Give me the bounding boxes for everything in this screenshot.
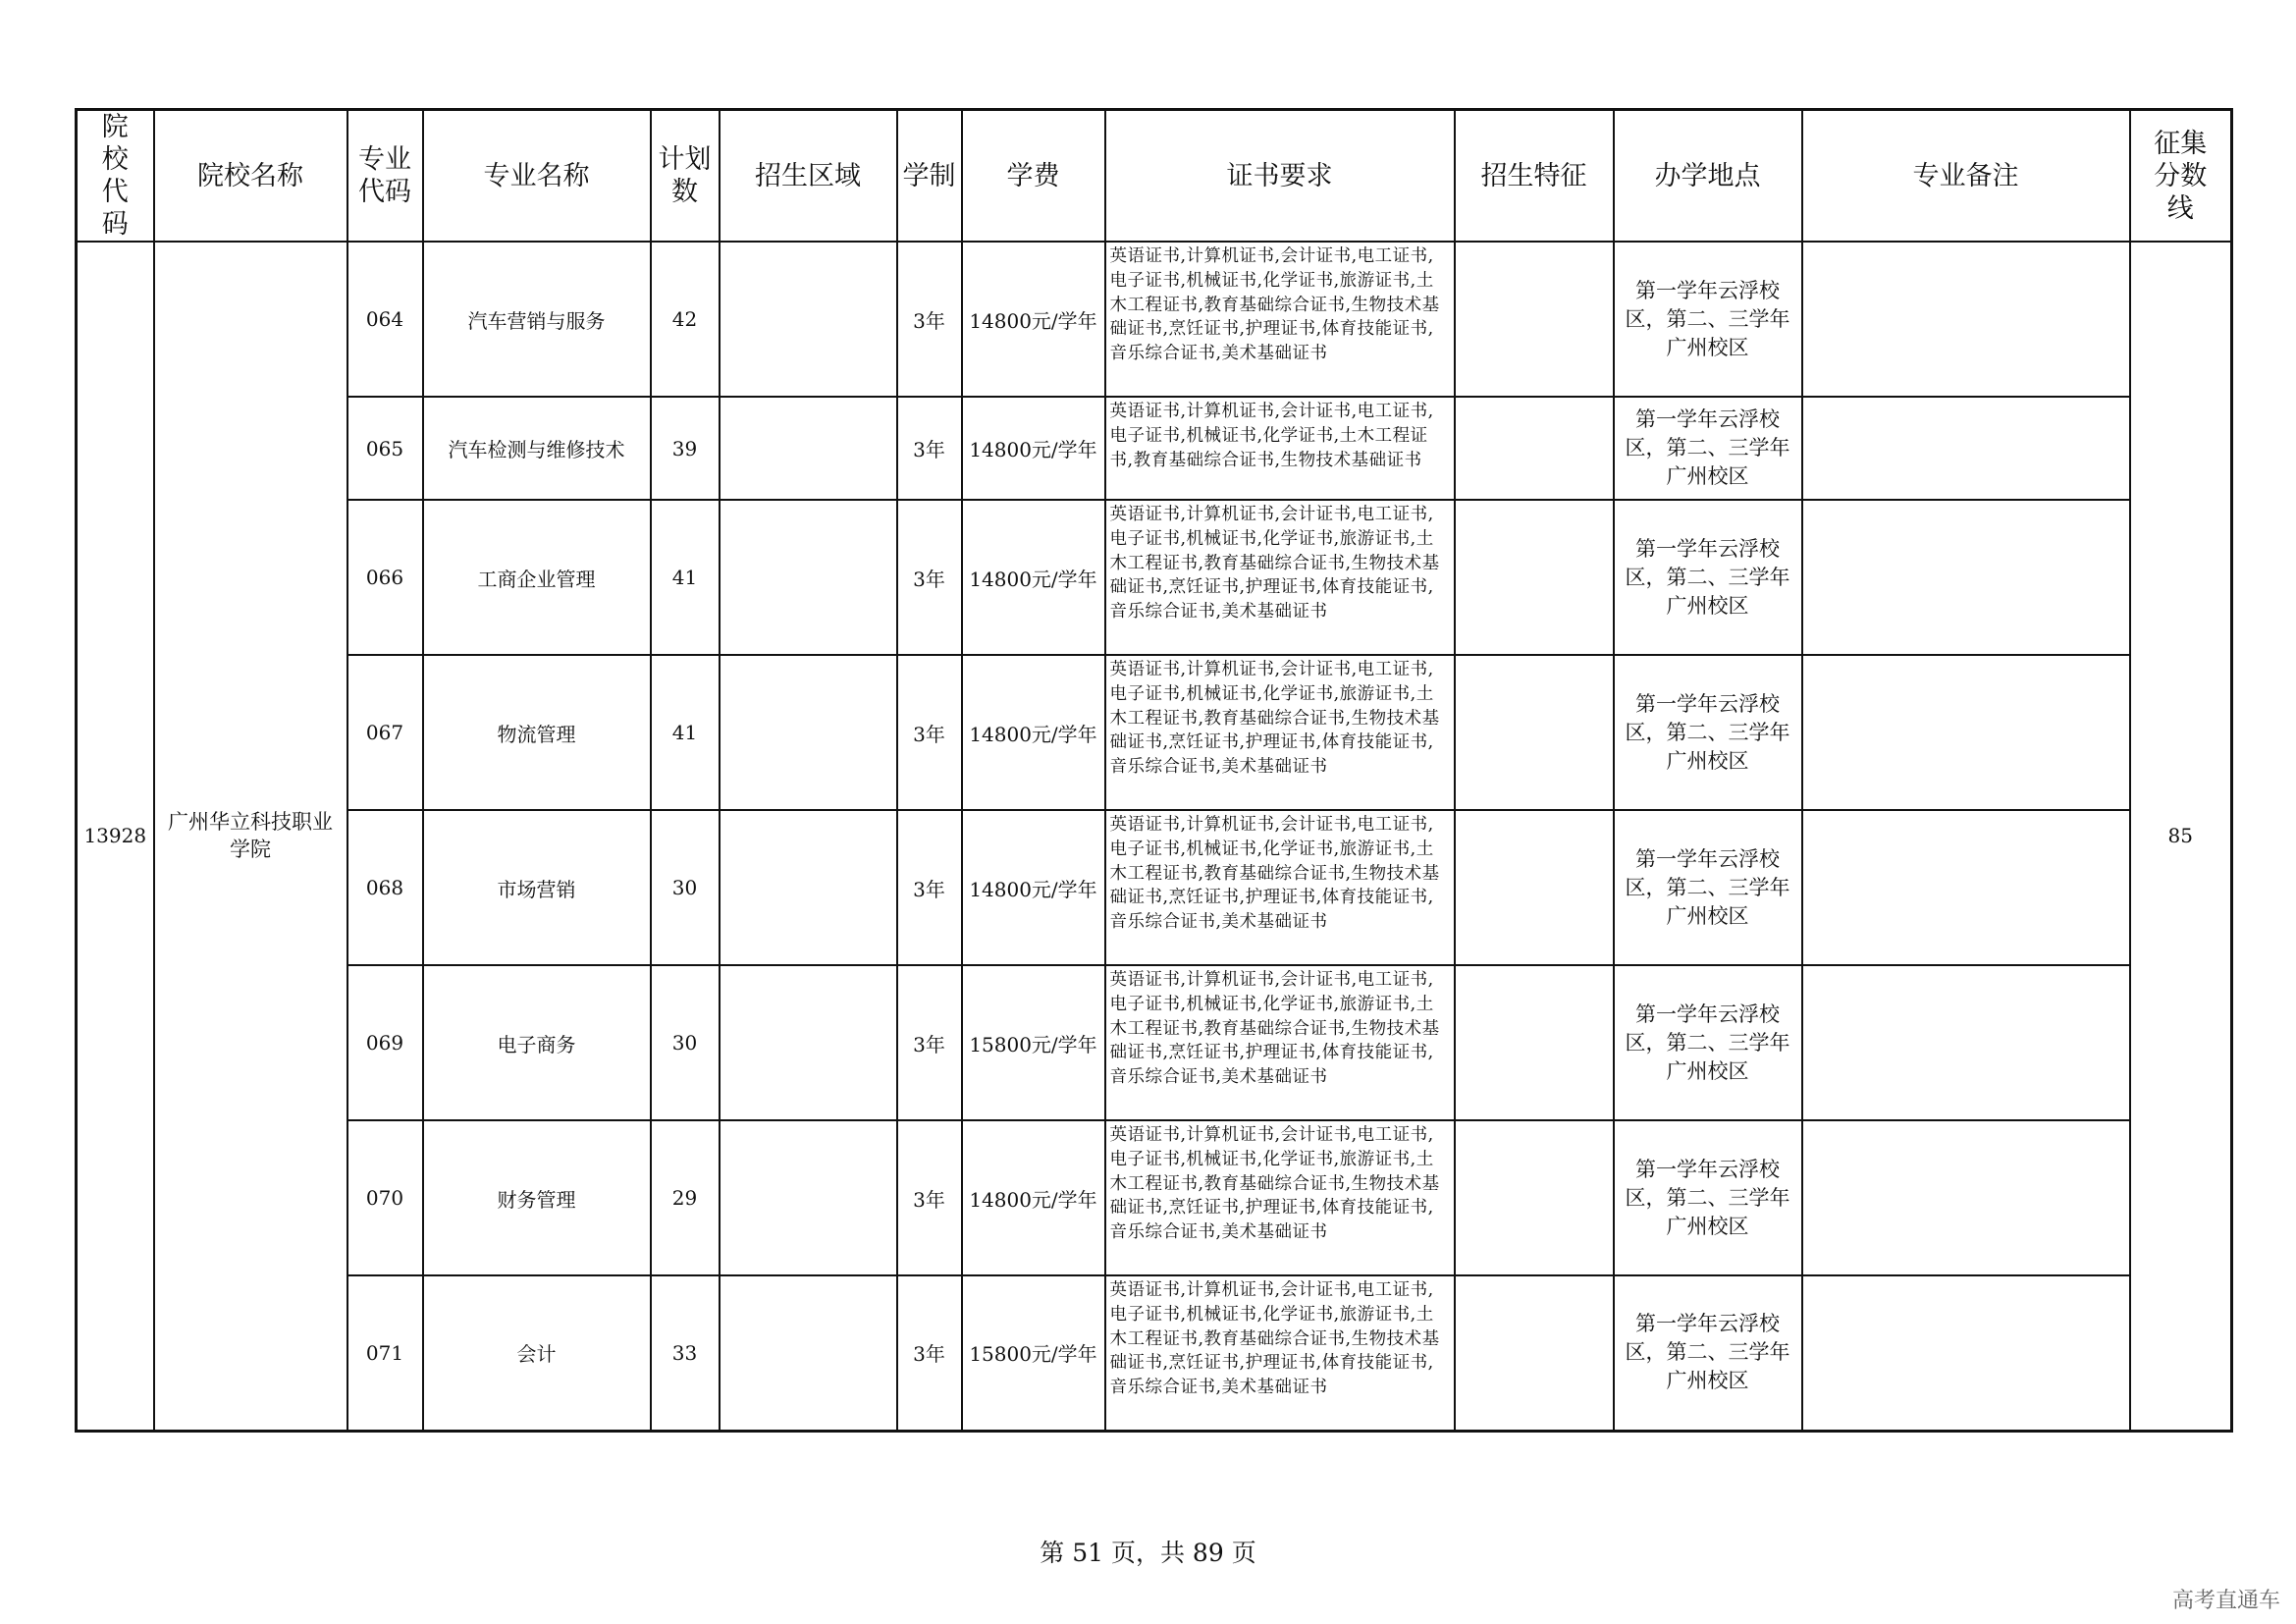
- header-school-code: 院校代码: [77, 110, 154, 243]
- remarks-cell: [1802, 1275, 2130, 1431]
- region-cell: [720, 397, 897, 500]
- major-name-cell: 会计: [423, 1275, 651, 1431]
- feature-cell: [1455, 500, 1614, 655]
- table-row: [77, 242, 2232, 397]
- feature-cell: [1455, 965, 1614, 1120]
- header-certificate: 证书要求: [1105, 110, 1455, 243]
- header-major-code: 专业代码: [347, 110, 423, 243]
- tuition-cell: 14800元/学年: [962, 397, 1105, 500]
- remarks-cell: [1802, 242, 2130, 397]
- header-score-line: 征集分数线: [2130, 110, 2232, 243]
- table-row: [77, 1120, 2232, 1275]
- duration-cell: 3年: [897, 810, 962, 965]
- feature-cell: [1455, 810, 1614, 965]
- tuition-cell: 14800元/学年: [962, 1120, 1105, 1275]
- location-cell: 第一学年云浮校区，第二、三学年广州校区: [1614, 655, 1802, 810]
- location-cell: 第一学年云浮校区，第二、三学年广州校区: [1614, 1120, 1802, 1275]
- duration-cell: 3年: [897, 655, 962, 810]
- major-code-cell: 071: [347, 1275, 423, 1431]
- duration-cell: 3年: [897, 397, 962, 500]
- major-code-cell: 068: [347, 810, 423, 965]
- header-major-name: 专业名称: [423, 110, 651, 243]
- table-row: [77, 500, 2232, 655]
- tuition-cell: 15800元/学年: [962, 1275, 1105, 1431]
- major-code-cell: 064: [347, 242, 423, 397]
- plan-cell: 42: [651, 242, 720, 397]
- major-name-cell: 电子商务: [423, 965, 651, 1120]
- school-code-cell: 13928: [77, 242, 154, 1431]
- school-name-cell: 广州华立科技职业学院: [154, 242, 347, 1431]
- header-region: 招生区域: [720, 110, 897, 243]
- region-cell: [720, 810, 897, 965]
- region-cell: [720, 965, 897, 1120]
- certificate-cell: 英语证书,计算机证书,会计证书,电工证书,电子证书,机械证书,化学证书,旅游证书,土木工程证书,教育基础综合证书,生物技术基础证书,烹饪证书,护理证书,体育技能证书,音乐综合证书,美术基础证书: [1105, 500, 1455, 655]
- plan-cell: 41: [651, 655, 720, 810]
- certificate-cell: 英语证书,计算机证书,会计证书,电工证书,电子证书,机械证书,化学证书,旅游证书,土木工程证书,教育基础综合证书,生物技术基础证书,烹饪证书,护理证书,体育技能证书,音乐综合证书,美术基础证书: [1105, 965, 1455, 1120]
- feature-cell: [1455, 1120, 1614, 1275]
- location-cell: 第一学年云浮校区，第二、三学年广州校区: [1614, 500, 1802, 655]
- duration-cell: 3年: [897, 500, 962, 655]
- region-cell: [720, 500, 897, 655]
- plan-cell: 39: [651, 397, 720, 500]
- region-cell: [720, 242, 897, 397]
- region-cell: [720, 1275, 897, 1431]
- major-code-cell: 066: [347, 500, 423, 655]
- plan-cell: 30: [651, 965, 720, 1120]
- table-row: [77, 1275, 2232, 1431]
- plan-cell: 41: [651, 500, 720, 655]
- table-row: [77, 397, 2232, 500]
- feature-cell: [1455, 397, 1614, 500]
- major-code-cell: 070: [347, 1120, 423, 1275]
- header-tuition: 学费: [962, 110, 1105, 243]
- header-feature: 招生特征: [1455, 110, 1614, 243]
- header-duration: 学制: [897, 110, 962, 243]
- major-code-cell: 069: [347, 965, 423, 1120]
- major-name-cell: 工商企业管理: [423, 500, 651, 655]
- tuition-cell: 15800元/学年: [962, 965, 1105, 1120]
- header-location: 办学地点: [1614, 110, 1802, 243]
- region-cell: [720, 655, 897, 810]
- major-code-cell: 067: [347, 655, 423, 810]
- tuition-cell: 14800元/学年: [962, 655, 1105, 810]
- duration-cell: 3年: [897, 1120, 962, 1275]
- remarks-cell: [1802, 397, 2130, 500]
- tuition-cell: 14800元/学年: [962, 810, 1105, 965]
- header-plan: 计划数: [651, 110, 720, 243]
- feature-cell: [1455, 655, 1614, 810]
- tuition-cell: 14800元/学年: [962, 242, 1105, 397]
- location-cell: 第一学年云浮校区，第二、三学年广州校区: [1614, 1275, 1802, 1431]
- feature-cell: [1455, 1275, 1614, 1431]
- score-line-cell: 85: [2130, 242, 2232, 1431]
- remarks-cell: [1802, 1120, 2130, 1275]
- major-name-cell: 汽车检测与维修技术: [423, 397, 651, 500]
- table-row: [77, 965, 2232, 1120]
- plan-cell: 29: [651, 1120, 720, 1275]
- watermark-text: 高考直通车: [2171, 1589, 2280, 1613]
- remarks-cell: [1802, 655, 2130, 810]
- header-school-name: 院校名称: [154, 110, 347, 243]
- header-row: [77, 110, 2232, 243]
- major-code-cell: 065: [347, 397, 423, 500]
- location-cell: 第一学年云浮校区，第二、三学年广州校区: [1614, 397, 1802, 500]
- page-number: 第 51 页，共 89 页: [1040, 1539, 1256, 1567]
- duration-cell: 3年: [897, 1275, 962, 1431]
- major-name-cell: 财务管理: [423, 1120, 651, 1275]
- location-cell: 第一学年云浮校区，第二、三学年广州校区: [1614, 965, 1802, 1120]
- certificate-cell: 英语证书,计算机证书,会计证书,电工证书,电子证书,机械证书,化学证书,土木工程证书,教育基础综合证书,生物技术基础证书: [1105, 397, 1455, 500]
- certificate-cell: 英语证书,计算机证书,会计证书,电工证书,电子证书,机械证书,化学证书,旅游证书,土木工程证书,教育基础综合证书,生物技术基础证书,烹饪证书,护理证书,体育技能证书,音乐综合证书,美术基础证书: [1105, 242, 1455, 397]
- remarks-cell: [1802, 810, 2130, 965]
- remarks-cell: [1802, 965, 2130, 1120]
- duration-cell: 3年: [897, 965, 962, 1120]
- major-name-cell: 市场营销: [423, 810, 651, 965]
- certificate-cell: 英语证书,计算机证书,会计证书,电工证书,电子证书,机械证书,化学证书,旅游证书,土木工程证书,教育基础综合证书,生物技术基础证书,烹饪证书,护理证书,体育技能证书,音乐综合证书,美术基础证书: [1105, 1120, 1455, 1275]
- location-cell: 第一学年云浮校区，第二、三学年广州校区: [1614, 810, 1802, 965]
- table-row: [77, 810, 2232, 965]
- major-name-cell: 物流管理: [423, 655, 651, 810]
- plan-cell: 33: [651, 1275, 720, 1431]
- major-name-cell: 汽车营销与服务: [423, 242, 651, 397]
- location-cell: 第一学年云浮校区，第二、三学年广州校区: [1614, 242, 1802, 397]
- remarks-cell: [1802, 500, 2130, 655]
- feature-cell: [1455, 242, 1614, 397]
- admission-plan-table: [75, 108, 2233, 1433]
- tuition-cell: 14800元/学年: [962, 500, 1105, 655]
- region-cell: [720, 1120, 897, 1275]
- header-remarks: 专业备注: [1802, 110, 2130, 243]
- table-row: [77, 655, 2232, 810]
- duration-cell: 3年: [897, 242, 962, 397]
- certificate-cell: 英语证书,计算机证书,会计证书,电工证书,电子证书,机械证书,化学证书,旅游证书,土木工程证书,教育基础综合证书,生物技术基础证书,烹饪证书,护理证书,体育技能证书,音乐综合证书,美术基础证书: [1105, 655, 1455, 810]
- plan-cell: 30: [651, 810, 720, 965]
- certificate-cell: 英语证书,计算机证书,会计证书,电工证书,电子证书,机械证书,化学证书,旅游证书,土木工程证书,教育基础综合证书,生物技术基础证书,烹饪证书,护理证书,体育技能证书,音乐综合证书,美术基础证书: [1105, 810, 1455, 965]
- certificate-cell: 英语证书,计算机证书,会计证书,电工证书,电子证书,机械证书,化学证书,旅游证书,土木工程证书,教育基础综合证书,生物技术基础证书,烹饪证书,护理证书,体育技能证书,音乐综合证书,美术基础证书: [1105, 1275, 1455, 1431]
